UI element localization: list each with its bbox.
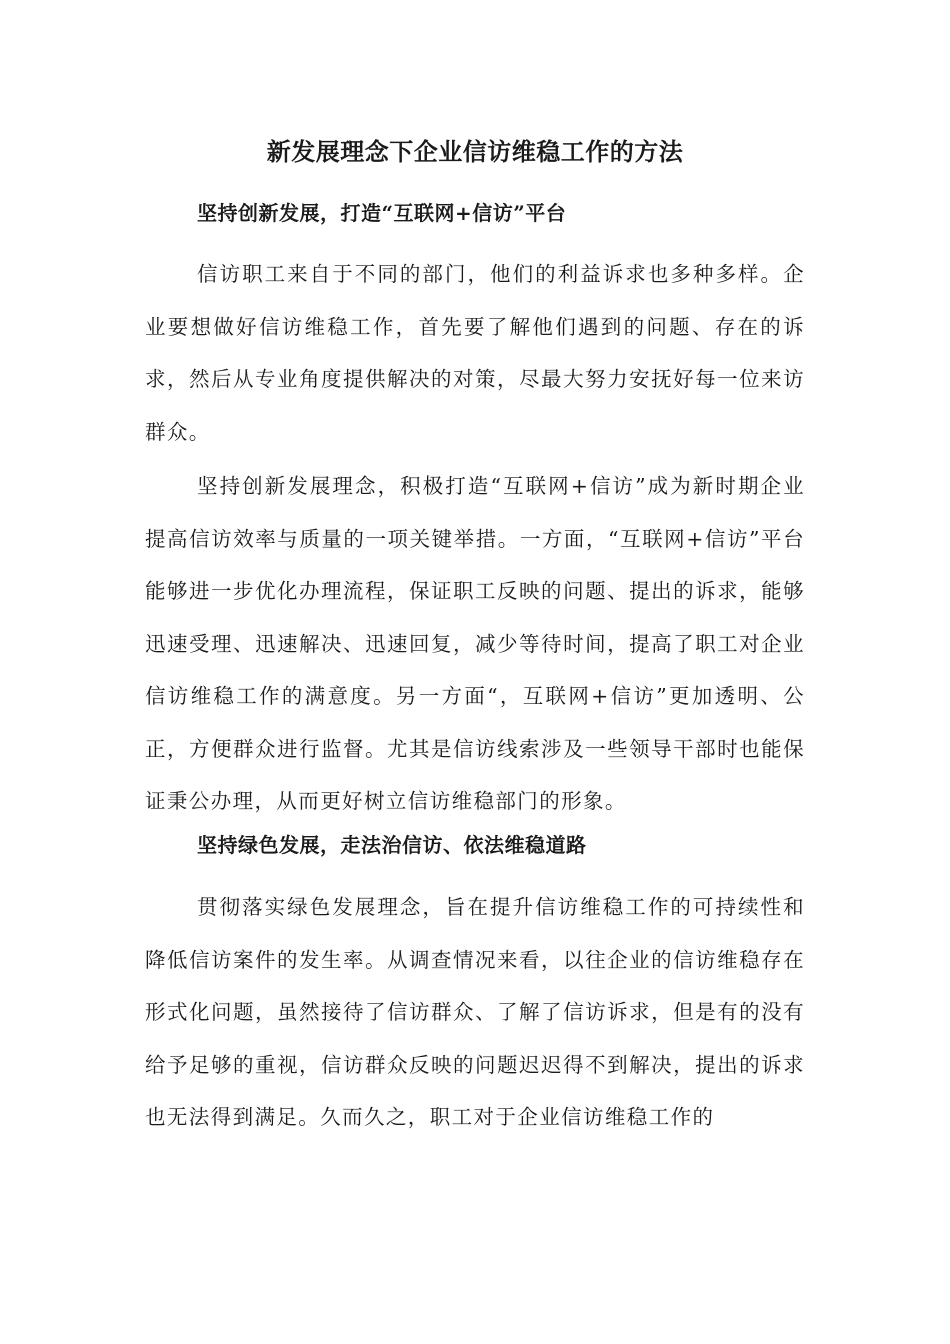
paragraph: 信访职工来自于不同的部门，他们的利益诉求也多种多样。企业要想做好信访维稳工作，首先要了解他们遇到的问题、存在的诉求，然后从专业角度提供解决的对策，尽最大努力安抚好每一位来访群众。 bbox=[145, 262, 805, 444]
section-heading-green: 坚持绿色发展，走法治信访、依法维稳道路 bbox=[197, 833, 587, 857]
paragraph: 坚持创新发展理念，积极打造“互联网+信访”成为新时期企业提高信访效率与质量的一项关键举措。一方面，“互联网+信访”平台能够进一步优化办理流程，保证职工反映的问题、提出的诉求，能够迅速受理、迅速解决、迅速回复，减少等待时间，提高了职工对企业信访维稳工作的满意度。另一方面“，互联网+信访”更加透明、公正，方便群众进行监督。尤其是信访线索涉及一些领导干部时也能保证秉公办理，从而更好树立信访维稳部门的形象。 bbox=[145, 474, 805, 813]
section-heading-innovation: 坚持创新发展，打造“互联网+信访”平台 bbox=[197, 201, 567, 225]
document-title: 新发展理念下企业信访维稳工作的方法 bbox=[266, 137, 684, 166]
paragraph: 贯彻落实绿色发展理念，旨在提升信访维稳工作的可持续性和降低信访案件的发生率。从调查情况来看，以往企业的信访维稳存在形式化问题，虽然接待了信访群众、了解了信访诉求，但是有的没有给予足够的重视，信访群众反映的问题迟迟得不到解决，提出的诉求也无法得到满足。久而久之，职工对于企业信访维稳工作的 bbox=[145, 895, 805, 1129]
